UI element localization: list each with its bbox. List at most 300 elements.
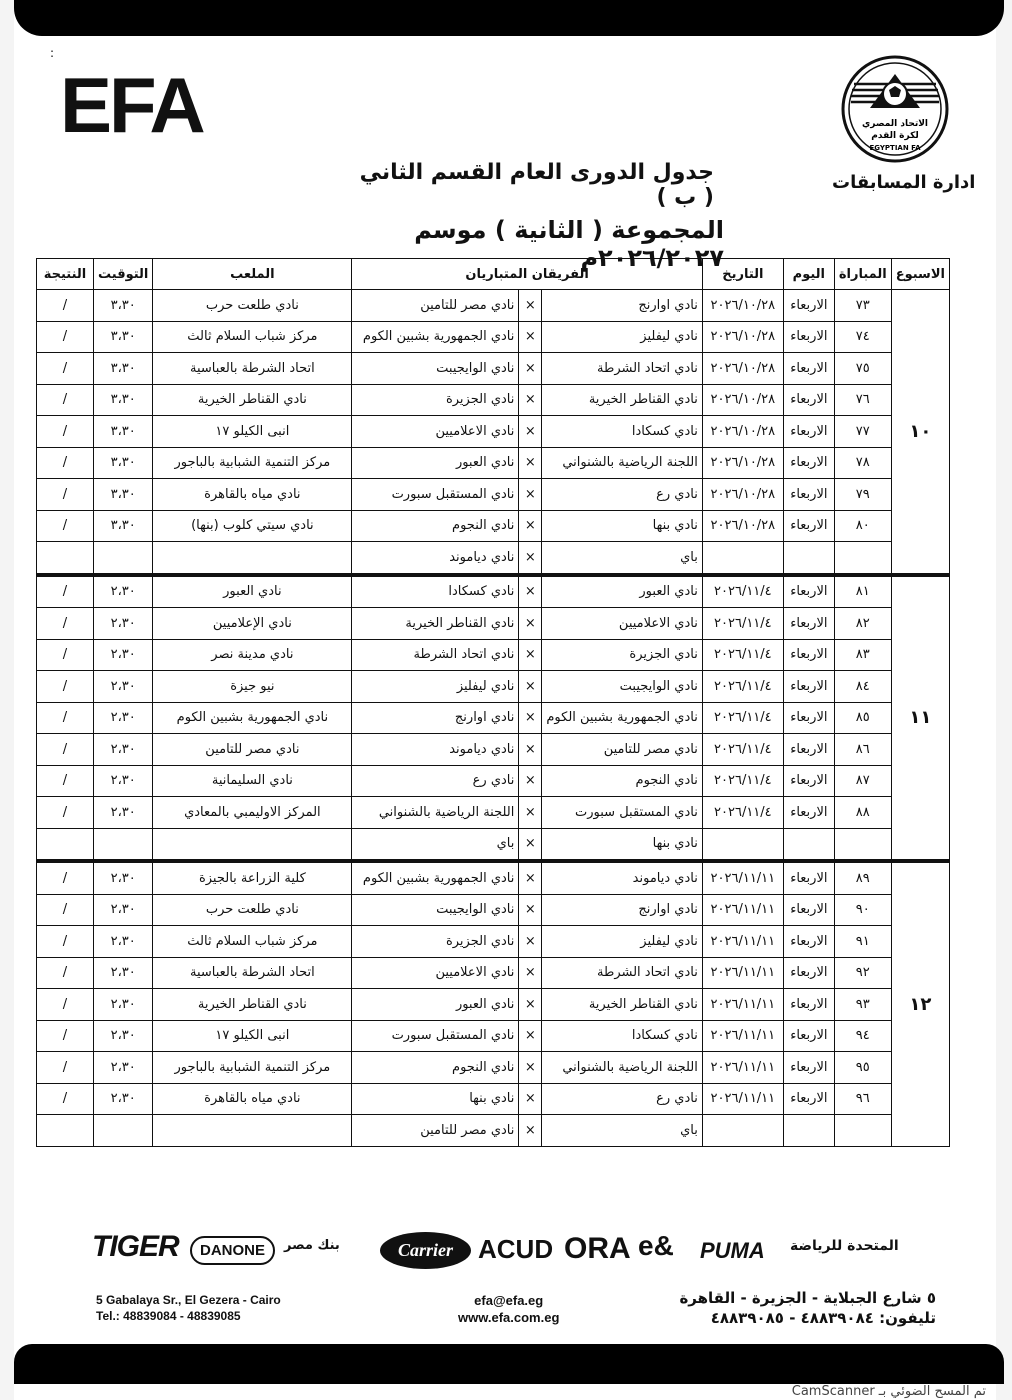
- empty-cell: [702, 542, 783, 575]
- kickoff-time: ٢،٣٠: [94, 575, 153, 608]
- match-date: ٢٠٢٦/١١/٤: [702, 575, 783, 608]
- result: /: [37, 510, 94, 542]
- match-date: ٢٠٢٦/١٠/٢٨: [702, 479, 783, 511]
- egyptian-fa-crest-icon: [840, 54, 950, 164]
- danone-logo: DANONE: [190, 1236, 275, 1265]
- home-team: نادي الوايجيبت: [542, 671, 702, 703]
- versus-mark: ×: [519, 416, 542, 448]
- svg-text:الاتحاد المصري: الاتحاد المصري: [862, 119, 928, 129]
- match-date: ٢٠٢٦/١١/١١: [702, 1052, 783, 1084]
- versus-mark: ×: [519, 702, 542, 734]
- empty-cell: [783, 1115, 834, 1147]
- match-number: ٩٥: [834, 1052, 891, 1084]
- versus-mark: ×: [519, 639, 542, 671]
- venue: مركز التنمية الشبابية بالباجور: [153, 447, 352, 479]
- bye-home: باي: [542, 1115, 702, 1147]
- corner-mark: :: [50, 46, 55, 60]
- kickoff-time: ٣،٣٠: [94, 353, 153, 385]
- match-day: الاربعاء: [783, 447, 834, 479]
- match-date: ٢٠٢٦/١١/١١: [702, 989, 783, 1021]
- match-date: ٢٠٢٦/١١/١١: [702, 1083, 783, 1115]
- top-black-bar: [14, 0, 1004, 36]
- away-team: نادي النجوم: [352, 1052, 519, 1084]
- match-day: الاربعاء: [783, 479, 834, 511]
- match-number: ٨٩: [834, 861, 891, 894]
- kickoff-time: ٢،٣٠: [94, 608, 153, 640]
- kickoff-time: ٢،٣٠: [94, 861, 153, 894]
- versus-mark: ×: [519, 575, 542, 608]
- phone-line: Tel.: 48839084 - 48839085: [96, 1309, 241, 1323]
- bottom-black-bar: [14, 1344, 1004, 1384]
- away-team: نادي النجوم: [352, 510, 519, 542]
- away-team: نادي ليفليز: [352, 671, 519, 703]
- empty-cell: [153, 828, 352, 861]
- versus-mark: ×: [519, 1115, 542, 1147]
- bye-home: باي: [542, 542, 702, 575]
- carrier-logo: Carrier: [380, 1232, 471, 1269]
- home-team: نادي كسكادا: [542, 416, 702, 448]
- table-row: [37, 797, 950, 829]
- match-day: الاربعاء: [783, 1052, 834, 1084]
- contact-block: [458, 1292, 559, 1326]
- svg-text:لكرة القدم: لكرة القدم: [871, 131, 919, 141]
- empty-cell: [94, 542, 153, 575]
- result: /: [37, 797, 94, 829]
- document-page: [14, 0, 996, 1400]
- away-team: نادي الجزيرة: [352, 384, 519, 416]
- home-team: نادي المستقبل سبورت: [542, 797, 702, 829]
- week-number: ١١: [891, 575, 949, 862]
- away-team: نادي الجزيرة: [352, 926, 519, 958]
- match-number: ٨١: [834, 575, 891, 608]
- home-team: اللجنة الرياضية بالشنواني: [542, 1052, 702, 1084]
- match-day: الاربعاء: [783, 702, 834, 734]
- home-team: نادي القناطر الخيرية: [542, 384, 702, 416]
- table-row: [37, 957, 950, 989]
- venue: نادي طلعت حرب: [153, 894, 352, 926]
- match-number: ٨٠: [834, 510, 891, 542]
- acud-logo: ACUD: [478, 1234, 554, 1264]
- venue: نادي الجمهورية بشبين الكوم: [153, 702, 352, 734]
- match-day: الاربعاء: [783, 321, 834, 353]
- home-team: نادي الاعلاميين: [542, 608, 702, 640]
- scanner-watermark: تم المسح الضوئي بـ CamScanner: [791, 1384, 986, 1399]
- match-day: الاربعاء: [783, 384, 834, 416]
- result: /: [37, 639, 94, 671]
- home-team: نادي العبور: [542, 575, 702, 608]
- table-row: [37, 1020, 950, 1052]
- empty-cell: [783, 542, 834, 575]
- table-row: [37, 447, 950, 479]
- kickoff-time: ٣،٣٠: [94, 479, 153, 511]
- table-row: [37, 926, 950, 958]
- match-date: ٢٠٢٦/١١/٤: [702, 702, 783, 734]
- table-row: [37, 861, 950, 894]
- header-teams: الفريقان المتباريان: [352, 259, 702, 290]
- away-team: نادي القناطر الخيرية: [352, 608, 519, 640]
- home-team: نادي الجمهورية بشبين الكوم: [542, 702, 702, 734]
- match-number: ٨٤: [834, 671, 891, 703]
- result: /: [37, 447, 94, 479]
- match-date: ٢٠٢٦/١١/٤: [702, 639, 783, 671]
- versus-mark: ×: [519, 479, 542, 511]
- table-row: [37, 353, 950, 385]
- away-team: نادي مصر للتامين: [352, 290, 519, 322]
- match-date: ٢٠٢٦/١١/١١: [702, 957, 783, 989]
- kickoff-time: ٢،٣٠: [94, 639, 153, 671]
- home-team: نادي ليفليز: [542, 321, 702, 353]
- versus-mark: ×: [519, 447, 542, 479]
- empty-cell: [702, 828, 783, 861]
- home-team: نادي رع: [542, 479, 702, 511]
- away-team: نادي العبور: [352, 447, 519, 479]
- table-row: [37, 734, 950, 766]
- venue: نادي طلعت حرب: [153, 290, 352, 322]
- match-day: الاربعاء: [783, 510, 834, 542]
- match-date: ٢٠٢٦/١١/٤: [702, 608, 783, 640]
- match-day: الاربعاء: [783, 639, 834, 671]
- match-day: الاربعاء: [783, 575, 834, 608]
- home-team: نادي اوارنج: [542, 290, 702, 322]
- table-row: [37, 479, 950, 511]
- table-row: [37, 1052, 950, 1084]
- match-day: الاربعاء: [783, 797, 834, 829]
- versus-mark: ×: [519, 957, 542, 989]
- sponsor-strip: [90, 1226, 970, 1282]
- efa-logo: EFA: [60, 61, 203, 149]
- table-row: [37, 765, 950, 797]
- away-team: اللجنة الرياضية بالشنواني: [352, 797, 519, 829]
- home-team: نادي النجوم: [542, 765, 702, 797]
- match-number: ٨٨: [834, 797, 891, 829]
- kickoff-time: ٣،٣٠: [94, 384, 153, 416]
- table-row: [37, 1083, 950, 1115]
- match-number: ٨٦: [834, 734, 891, 766]
- address-line: 5 Gabalaya Sr., El Gezera - Cairo: [96, 1293, 281, 1307]
- bye-row: [37, 542, 950, 575]
- away-team: نادي اتحاد الشرطة: [352, 639, 519, 671]
- versus-mark: ×: [519, 894, 542, 926]
- match-number: ٩١: [834, 926, 891, 958]
- versus-mark: ×: [519, 608, 542, 640]
- week-number: ١٠: [891, 290, 949, 575]
- venue: نادي القناطر الخيرية: [153, 989, 352, 1021]
- kickoff-time: ٣،٣٠: [94, 290, 153, 322]
- empty-cell: [834, 828, 891, 861]
- etisalat-logo: e&: [638, 1230, 674, 1261]
- match-date: ٢٠٢٦/١٠/٢٨: [702, 384, 783, 416]
- venue: نادي الإعلاميين: [153, 608, 352, 640]
- match-day: الاربعاء: [783, 989, 834, 1021]
- venue: نادي القناطر الخيرية: [153, 384, 352, 416]
- result: /: [37, 861, 94, 894]
- match-day: الاربعاء: [783, 671, 834, 703]
- match-number: ٨٣: [834, 639, 891, 671]
- kickoff-time: ٢،٣٠: [94, 1083, 153, 1115]
- venue: اتحاد الشرطة بالعباسية: [153, 353, 352, 385]
- match-date: ٢٠٢٦/١٠/٢٨: [702, 290, 783, 322]
- match-number: ٧٤: [834, 321, 891, 353]
- match-day: الاربعاء: [783, 957, 834, 989]
- match-day: الاربعاء: [783, 416, 834, 448]
- match-date: ٢٠٢٦/١٠/٢٨: [702, 353, 783, 385]
- header-date: التاريخ: [702, 259, 783, 290]
- result: /: [37, 926, 94, 958]
- match-day: الاربعاء: [783, 353, 834, 385]
- match-number: ٧٣: [834, 290, 891, 322]
- result: /: [37, 957, 94, 989]
- match-number: ٧٩: [834, 479, 891, 511]
- kickoff-time: ٢،٣٠: [94, 671, 153, 703]
- empty-cell: [37, 828, 94, 861]
- kickoff-time: ٣،٣٠: [94, 416, 153, 448]
- match-number: ٨٢: [834, 608, 891, 640]
- arabic-address: [654, 1288, 936, 1328]
- header-venue: الملعب: [153, 259, 352, 290]
- venue: نادي مياه بالقاهرة: [153, 1083, 352, 1115]
- match-number: ٧٦: [834, 384, 891, 416]
- match-date: ٢٠٢٦/١١/٤: [702, 765, 783, 797]
- table-row: [37, 290, 950, 322]
- kickoff-time: ٣،٣٠: [94, 510, 153, 542]
- venue: نادي العبور: [153, 575, 352, 608]
- home-team: نادي ليفليز: [542, 926, 702, 958]
- match-day: الاربعاء: [783, 894, 834, 926]
- empty-cell: [37, 1115, 94, 1147]
- away-team: نادي الاعلاميين: [352, 416, 519, 448]
- kickoff-time: ٢،٣٠: [94, 926, 153, 958]
- versus-mark: ×: [519, 321, 542, 353]
- versus-mark: ×: [519, 1083, 542, 1115]
- venue: المركز الاوليمبي بالمعادي: [153, 797, 352, 829]
- away-team: نادي المستقبل سبورت: [352, 479, 519, 511]
- match-date: ٢٠٢٦/١١/١١: [702, 861, 783, 894]
- match-number: ٨٥: [834, 702, 891, 734]
- result: /: [37, 290, 94, 322]
- kickoff-time: ٢،٣٠: [94, 1052, 153, 1084]
- table-row: [37, 321, 950, 353]
- week-number: ١٢: [891, 861, 949, 1146]
- bye-away: نادي دياموند: [352, 542, 519, 575]
- match-date: ٢٠٢٦/١١/١١: [702, 894, 783, 926]
- header-match: المباراة: [834, 259, 891, 290]
- venue: نادي مدينة نصر: [153, 639, 352, 671]
- venue: كلية الزراعة بالجيزة: [153, 861, 352, 894]
- versus-mark: ×: [519, 1020, 542, 1052]
- versus-mark: ×: [519, 926, 542, 958]
- home-team: نادي كسكادا: [542, 1020, 702, 1052]
- match-number: ٩٦: [834, 1083, 891, 1115]
- page-subtitle: المجموعة ( الثانية ) موسم ٢٠٢٦/٢٠٢٧م: [414, 216, 724, 272]
- header-day: اليوم: [783, 259, 834, 290]
- match-number: ٧٥: [834, 353, 891, 385]
- match-number: ٩٤: [834, 1020, 891, 1052]
- home-team: نادي بنها: [542, 510, 702, 542]
- empty-cell: [783, 828, 834, 861]
- venue: اتحاد الشرطة بالعباسية: [153, 957, 352, 989]
- result: /: [37, 894, 94, 926]
- away-team: نادي رع: [352, 765, 519, 797]
- venue: نادي مياه بالقاهرة: [153, 479, 352, 511]
- result: /: [37, 575, 94, 608]
- versus-mark: ×: [519, 989, 542, 1021]
- away-team: نادي كسكادا: [352, 575, 519, 608]
- result: /: [37, 1020, 94, 1052]
- result: /: [37, 479, 94, 511]
- match-day: الاربعاء: [783, 1020, 834, 1052]
- bye-row: [37, 1115, 950, 1147]
- department-label: ادارة المسابقات: [832, 172, 976, 193]
- empty-cell: [94, 1115, 153, 1147]
- match-date: ٢٠٢٦/١٠/٢٨: [702, 321, 783, 353]
- banque-misr-logo: بنك مصر: [284, 1238, 340, 1253]
- empty-cell: [702, 1115, 783, 1147]
- kickoff-time: ٣،٣٠: [94, 447, 153, 479]
- versus-mark: ×: [519, 671, 542, 703]
- home-team: نادي اوارنج: [542, 894, 702, 926]
- home-team: نادي القناطر الخيرية: [542, 989, 702, 1021]
- table-row: [37, 702, 950, 734]
- table-row: [37, 384, 950, 416]
- phone-line-ar: تليفون: ٤٨٨٣٩٠٨٤ - ٤٨٨٣٩٠٨٥: [710, 1309, 936, 1327]
- versus-mark: ×: [519, 828, 542, 861]
- empty-cell: [153, 542, 352, 575]
- kickoff-time: ٢،٣٠: [94, 702, 153, 734]
- match-day: الاربعاء: [783, 1083, 834, 1115]
- away-team: نادي العبور: [352, 989, 519, 1021]
- table-row: [37, 894, 950, 926]
- venue: نادي السليمانية: [153, 765, 352, 797]
- header-time: التوقيت: [94, 259, 153, 290]
- kickoff-time: ٢،٣٠: [94, 797, 153, 829]
- venue: انبى الكيلو ١٧: [153, 416, 352, 448]
- kickoff-time: ٢،٣٠: [94, 989, 153, 1021]
- match-number: ٩٣: [834, 989, 891, 1021]
- result: /: [37, 671, 94, 703]
- bye-away: نادي مصر للتامين: [352, 1115, 519, 1147]
- away-team: نادي اوارنج: [352, 702, 519, 734]
- home-team: نادي اتحاد الشرطة: [542, 957, 702, 989]
- address-line-ar: ٥ شارع الجبلاية - الجزيرة - القاهرة: [679, 1289, 936, 1307]
- venue: نادي مصر للتامين: [153, 734, 352, 766]
- home-team: نادي اتحاد الشرطة: [542, 353, 702, 385]
- match-day: الاربعاء: [783, 926, 834, 958]
- home-team: نادي الجزيرة: [542, 639, 702, 671]
- puma-logo: PUMA: [700, 1238, 765, 1263]
- match-date: ٢٠٢٦/١٠/٢٨: [702, 447, 783, 479]
- versus-mark: ×: [519, 290, 542, 322]
- home-team: نادي دياموند: [542, 861, 702, 894]
- empty-cell: [37, 542, 94, 575]
- table-row: [37, 608, 950, 640]
- result: /: [37, 1083, 94, 1115]
- match-number: ٩٢: [834, 957, 891, 989]
- empty-cell: [153, 1115, 352, 1147]
- result: /: [37, 384, 94, 416]
- united-sports-logo: المتحدة للرياضة: [790, 1238, 899, 1254]
- result: /: [37, 989, 94, 1021]
- away-team: نادي المستقبل سبورت: [352, 1020, 519, 1052]
- empty-cell: [834, 1115, 891, 1147]
- away-team: نادي بنها: [352, 1083, 519, 1115]
- header-result: النتيجة: [37, 259, 94, 290]
- home-team: نادي مصر للتامين: [542, 734, 702, 766]
- table-row: [37, 639, 950, 671]
- result: /: [37, 765, 94, 797]
- home-team: نادي رع: [542, 1083, 702, 1115]
- result: /: [37, 353, 94, 385]
- header-week: الاسبوع: [891, 259, 949, 290]
- table-row: [37, 510, 950, 542]
- venue: انبى الكيلو ١٧: [153, 1020, 352, 1052]
- match-day: الاربعاء: [783, 734, 834, 766]
- home-team: اللجنة الرياضية بالشنواني: [542, 447, 702, 479]
- tiger-logo: TIGER: [92, 1230, 179, 1263]
- away-team: نادي دياموند: [352, 734, 519, 766]
- svg-text:EGYPTIAN FA: EGYPTIAN FA: [869, 144, 921, 152]
- versus-mark: ×: [519, 734, 542, 766]
- result: /: [37, 321, 94, 353]
- versus-mark: ×: [519, 1052, 542, 1084]
- venue: نادي سيتي كلوب (بنها): [153, 510, 352, 542]
- away-team: نادي الوايجيبت: [352, 894, 519, 926]
- away-team: نادي الجمهورية بشبين الكوم: [352, 861, 519, 894]
- table-row: [37, 989, 950, 1021]
- match-day: الاربعاء: [783, 765, 834, 797]
- kickoff-time: ٢،٣٠: [94, 894, 153, 926]
- email-text: efa@efa.eg: [474, 1293, 544, 1308]
- match-day: الاربعاء: [783, 608, 834, 640]
- page-title: جدول الدورى العام القسم الثاني ( ب ): [359, 160, 714, 210]
- kickoff-time: ٢،٣٠: [94, 957, 153, 989]
- venue: مركز شباب السلام ثالث: [153, 321, 352, 353]
- schedule-table: [36, 258, 950, 1147]
- empty-cell: [94, 828, 153, 861]
- match-date: ٢٠٢٦/١١/١١: [702, 926, 783, 958]
- result: /: [37, 416, 94, 448]
- versus-mark: ×: [519, 861, 542, 894]
- kickoff-time: ٢،٣٠: [94, 734, 153, 766]
- venue: مركز شباب السلام ثالث: [153, 926, 352, 958]
- match-date: ٢٠٢٦/١١/١١: [702, 1020, 783, 1052]
- away-team: نادي الاعلاميين: [352, 957, 519, 989]
- away-team: نادي الجمهورية بشبين الكوم: [352, 321, 519, 353]
- table-header-row: [37, 259, 950, 290]
- kickoff-time: ٣،٣٠: [94, 321, 153, 353]
- bye-home: نادي بنها: [542, 828, 702, 861]
- result: /: [37, 1052, 94, 1084]
- table-row: [37, 671, 950, 703]
- kickoff-time: ٢،٣٠: [94, 1020, 153, 1052]
- match-date: ٢٠٢٦/١٠/٢٨: [702, 416, 783, 448]
- versus-mark: ×: [519, 384, 542, 416]
- match-number: ٧٨: [834, 447, 891, 479]
- table-row: [37, 575, 950, 608]
- result: /: [37, 608, 94, 640]
- versus-mark: ×: [519, 797, 542, 829]
- result: /: [37, 702, 94, 734]
- match-day: الاربعاء: [783, 290, 834, 322]
- kickoff-time: ٢،٣٠: [94, 765, 153, 797]
- versus-mark: ×: [519, 510, 542, 542]
- match-date: ٢٠٢٦/١١/٤: [702, 734, 783, 766]
- match-number: ٨٧: [834, 765, 891, 797]
- match-date: ٢٠٢٦/١٠/٢٨: [702, 510, 783, 542]
- result: /: [37, 734, 94, 766]
- versus-mark: ×: [519, 765, 542, 797]
- bye-row: [37, 828, 950, 861]
- match-number: ٩٠: [834, 894, 891, 926]
